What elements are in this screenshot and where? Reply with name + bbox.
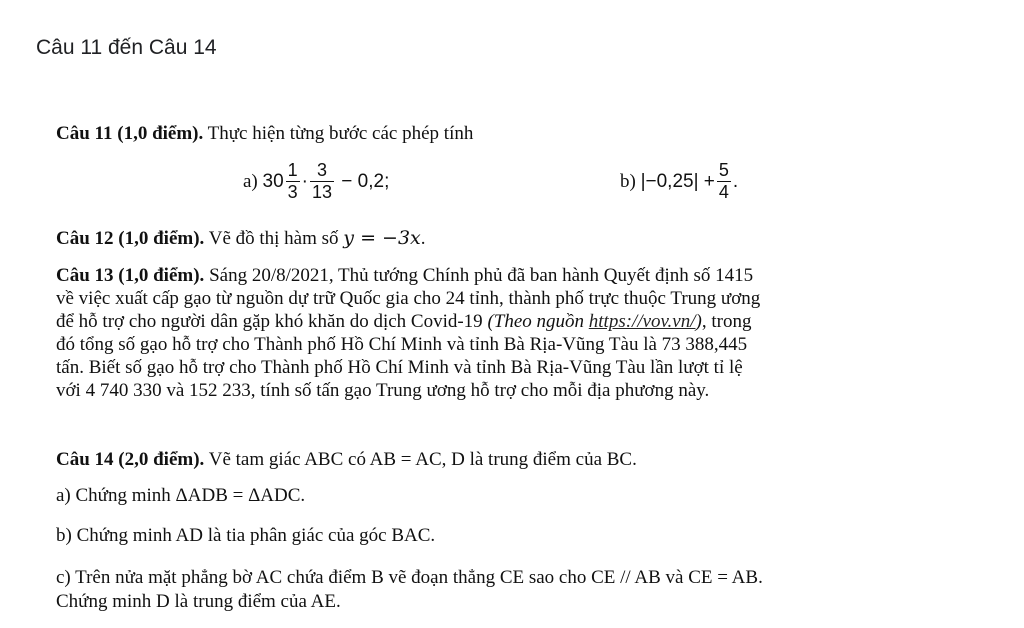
q12-tail: . (420, 228, 426, 249)
q12-label: Câu 12 (1,0 điểm). (56, 228, 205, 249)
q14-part-c-line-1: c) Trên nửa mặt phẳng bờ AC chứa điểm B vẽ đoạn thẳng CE sao cho CE // AB và CE = AB. (56, 567, 763, 588)
q11-b-tail: . (732, 171, 739, 192)
q14-label: Câu 14 (2,0 điểm). (56, 449, 205, 470)
q11-part-a (243, 160, 389, 203)
q11-text: Thực hiện từng bước các phép tính (203, 123, 474, 144)
q14-part-a: a) Chứng minh ΔADB = ΔADC. (56, 485, 306, 506)
q11-a-f1-num: 1 (287, 160, 298, 180)
q13-line3-b: , trong (701, 311, 752, 332)
q13-line3-a: để hỗ trợ cho người dân gặp khó khăn do dịch Covid-19 (56, 311, 488, 332)
q14-part-c-line-2: Chứng minh D là trung điểm của AE. (56, 591, 341, 612)
q13-line1-text: Sáng 20/8/2021, Thủ tướng Chính phủ đã ban hành Quyết định số 1415 (204, 265, 754, 286)
q11-a-f2-num: 3 (310, 160, 334, 182)
q11-a-whole: 30 (262, 171, 284, 192)
q12-math: y = −3x (343, 227, 421, 249)
q13-source-label: (Theo nguồn (487, 311, 589, 332)
q14-heading (56, 448, 637, 471)
q11-a-fraction-2 (310, 160, 334, 203)
q11-b-f-num: 5 (718, 160, 729, 180)
q13-line-1 (56, 264, 961, 287)
q13-line-2: về việc xuất cấp gạo từ nguồn dự trữ Quốc gia cho 24 tỉnh, thành phố trực thuộc Trung ương (56, 288, 761, 309)
q11-label: Câu 11 (1,0 điểm). (56, 123, 204, 144)
q13-block (56, 264, 961, 402)
q13-line-5: tấn. Biết số gạo hỗ trợ cho Thành phố Hồ Chí Minh và tỉnh Bà Rịa-Vũng Tàu lần lượt tỉ lệ (56, 357, 743, 378)
q11-a-fraction-1 (286, 160, 300, 203)
q13-line-6: với 4 740 330 và 152 233, tính số tấn gạo Trung ương hỗ trợ cho mỗi địa phương này. (56, 380, 710, 401)
q11-a-label: a) (243, 171, 263, 192)
q13-label: Câu 13 (1,0 điểm). (56, 265, 205, 286)
q13-source-link[interactable]: https://vov.vn/ (588, 311, 696, 332)
q12-text: Vẽ đồ thị hàm số (204, 228, 344, 249)
q13-line-3 (56, 310, 961, 333)
q14-text: Vẽ tam giác ABC có AB = AC, D là trung điểm của BC. (204, 449, 637, 470)
q11-b-abs: |−0,25| + (640, 171, 715, 192)
q14-part-b: b) Chứng minh AD là tia phân giác của góc BAC. (56, 525, 436, 546)
q11-heading (56, 122, 473, 145)
q12-heading (56, 227, 426, 250)
q13-line-4: đó tổng số gạo hỗ trợ cho Thành phố Hồ Chí Minh và tỉnh Bà Rịa-Vũng Tàu là 73 388,445 (56, 334, 748, 355)
q11-part-b (620, 160, 738, 203)
q11-a-f2-den: 13 (312, 182, 333, 202)
q13-source-close: ) (695, 311, 702, 332)
q11-b-f-den: 4 (718, 182, 729, 202)
q11-a-tail: − 0,2; (336, 171, 390, 192)
page-title: Câu 11 đến Câu 14 (36, 36, 217, 59)
q11-a-f1-den: 3 (287, 182, 298, 202)
q11-b-fraction (717, 160, 731, 203)
q11-a-dot: · (301, 171, 308, 192)
q11-b-label: b) (620, 171, 641, 192)
